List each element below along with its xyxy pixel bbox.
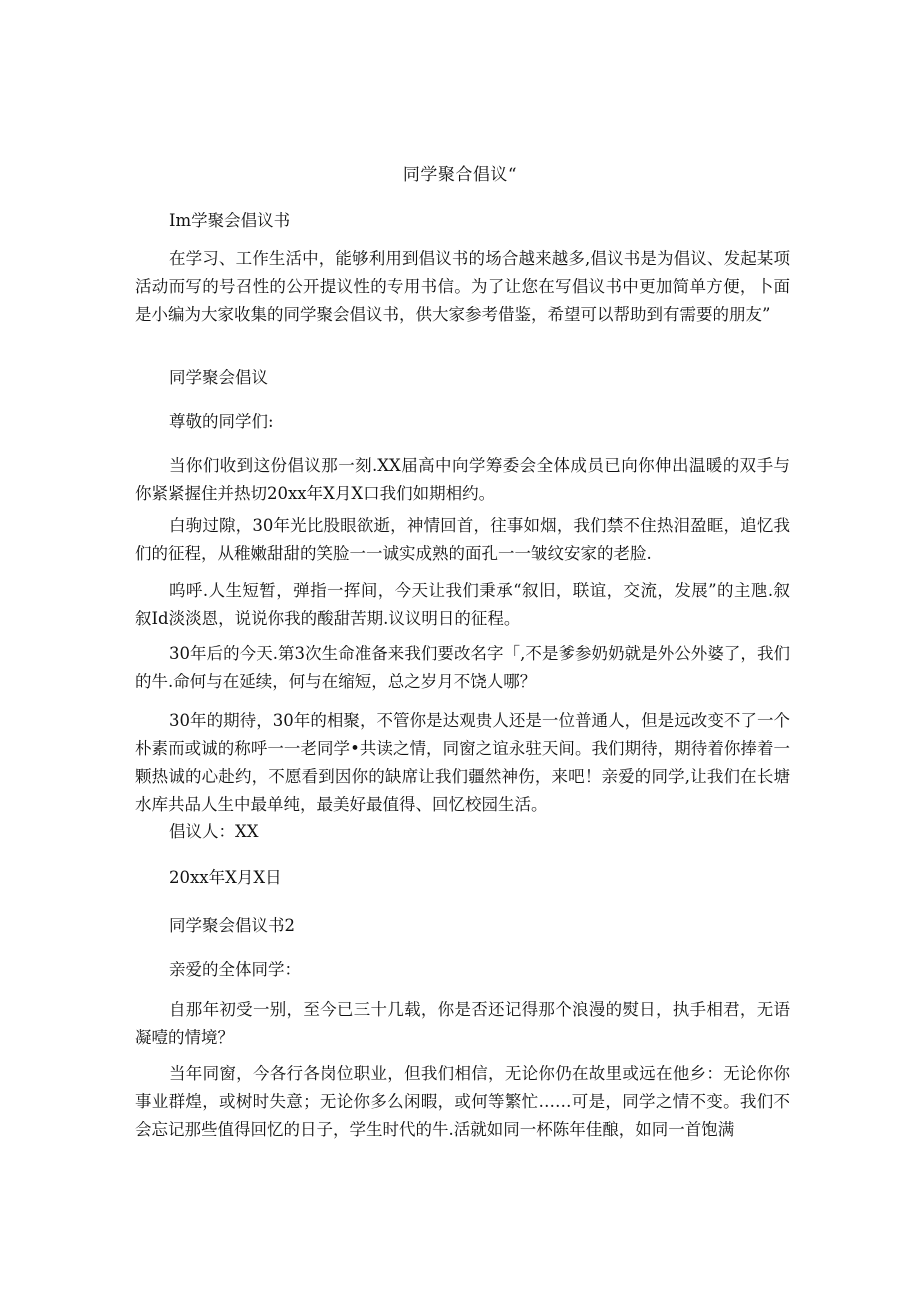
paragraph-7: 当年同窗，今各行各岗位职业，但我们相信，无论你仍在故里或远在他乡：无论你你事业群煌，或树时失意；无论你多么闲暇，或何等繁忙……可是，同学之情不变。我们不会忘记那些值得回忆的日子，学生时代的牛.活就如同一杯陈年佳酿，如同一首饱满 — [135, 1064, 790, 1139]
signer: 倡议人：XX — [169, 822, 259, 841]
intro-paragraph: 在学习、工作生活中，能够利用到倡议书的场合越来越多,倡议书是为倡议、发起某项活动而写的号召性的公开提议性的专用书信。为了让您在写倡议书中更加简单方便，卜面是小编为大家收集的同学聚会倡议书，供大家参考借鉴，希望可以帮助到有需要的朋友” — [135, 249, 790, 324]
paragraph-4: 30年后的今天.第3次生命准备来我们要改名字「,不是爹参奶奶就是外公外婆了，我们的牛.命何与在延续，何与在缩短，总之岁月不饶人哪？ — [135, 644, 790, 691]
paragraph-1: 当你们收到这份倡议那一刻.XX届高中向学筹委会全体成员已向你伸出温暖的双手与你紧紧握住并热切20xx年X月X口我们如期相约。 — [135, 456, 790, 503]
section-2-title: 同学聚会倡议书2 — [169, 916, 295, 935]
document-title: 同学聚合倡议“ — [402, 165, 518, 185]
paragraph-6: 自那年初受一别，至今已三十几载，你是否还记得那个浪漫的熨日，执手相君，无语凝噎的情境？ — [135, 1000, 790, 1047]
greeting-1: 尊敬的同学们: — [169, 412, 274, 431]
paragraph-5: 30年的期待，30年的相聚，不管你是达观贵人还是一位普通人，但是远改变不了一个朴素而或诚的称呼一一老同学•共读之情，同窗之谊永驻天间。我们期待，期待着你捧着一颗热诚的心赴约，不愿看到因你的缺席让我们疆然神伤，来吧！亲爱的同学,让我们在长塘水库共品人生中最单纯，最美好最值得、回忆校园生活。 — [135, 711, 790, 814]
greeting-2: 亲爱的全体同学： — [169, 960, 301, 979]
section-1-title: 同学聚会倡议 — [169, 368, 268, 387]
paragraph-2: 白驹过隙，30年光比股眼欲逝，神情回首，往事如烟，我们禁不住热泪盈眶，追忆我们的征程，从稚嫩甜甜的笑脸一一诚实成熟的面孔一一皱纹安家的老脸. — [135, 516, 790, 563]
date: 20xx年X月X日 — [169, 868, 282, 887]
paragraph-3: 呜呼.人生短暂，弹指一挥间，今天让我们秉承“叙旧，联谊，交流，发展”的主虺.叙叙Id淡淡恩，说说你我的酸甜苦期.议议明日的征程。 — [135, 581, 790, 628]
subtitle: Im学聚会倡议书 — [169, 211, 291, 230]
